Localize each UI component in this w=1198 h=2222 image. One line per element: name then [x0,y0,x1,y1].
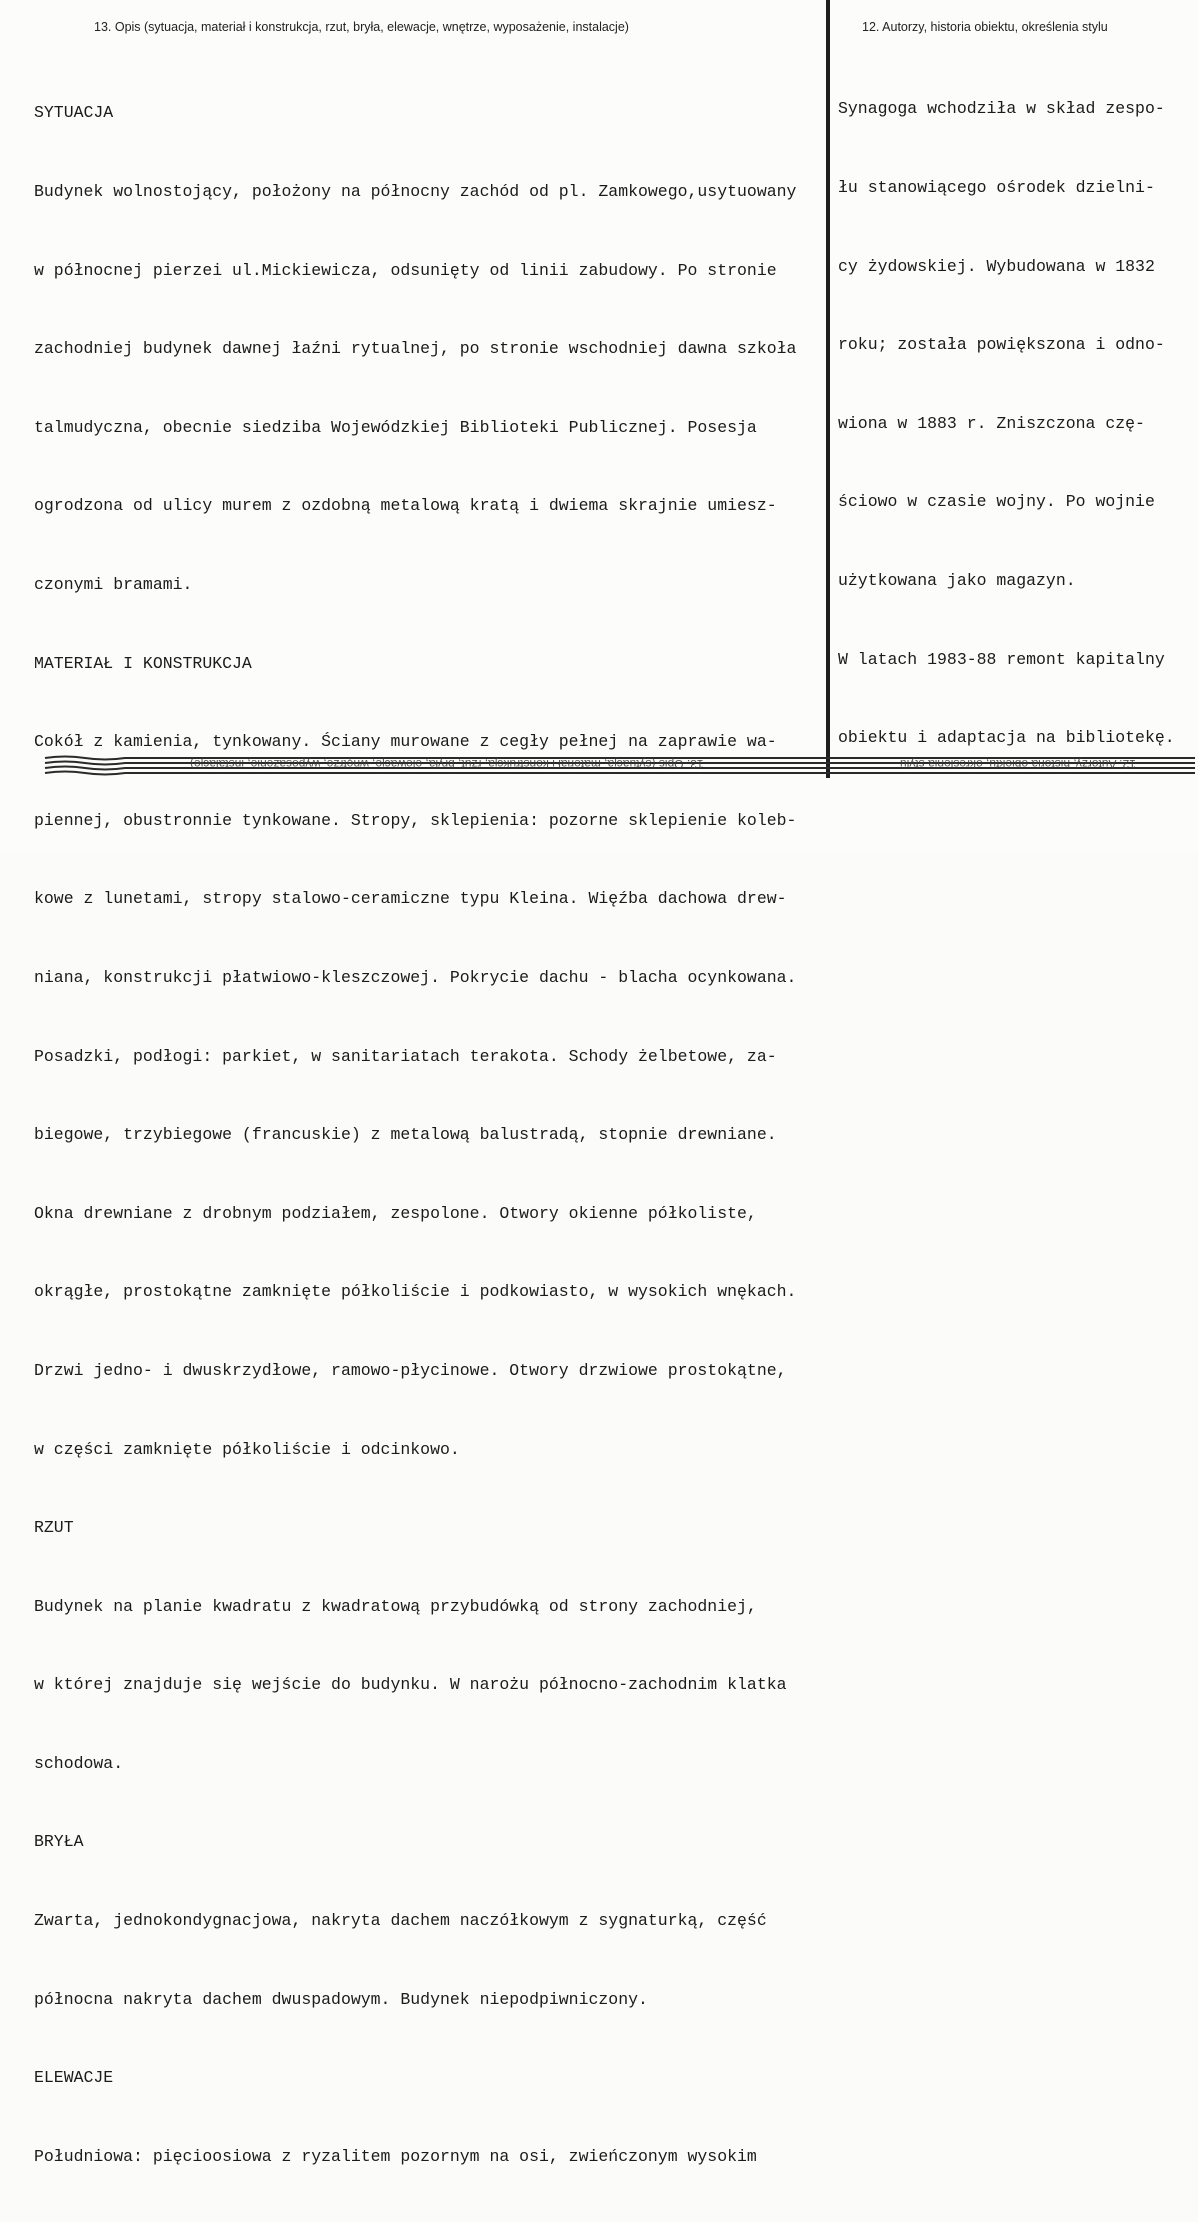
text-line: kowe z lunetami, stropy stalowo-ceramiczne typu Kleina. Więźba dachowa drew- [34,889,787,909]
text-line: wiona w 1883 r. Zniszczona czę- [838,413,1145,433]
text-line: czonymi bramami. [34,574,193,594]
text-line: BRYŁA [34,1832,84,1852]
text-line: Okna drewniane z drobnym podziałem, zespolone. Otwory okienne półkoliste, [34,1203,757,1223]
text-line: cy żydowskiej. Wybudowana w 1832 [838,256,1155,276]
text-line: obiektu i adaptacja na bibliotekę. [838,728,1175,748]
text-line: SYTUACJA [34,103,114,123]
text-line: Południowa: pięcioosiowa z ryzalitem pozornym na osi, zwieńczonym wysokim [34,2146,757,2166]
text-line: W latach 1983-88 remont kapitalny [838,649,1165,669]
history-column-header: 12. Autorzy, historia obiektu, określenia stylu [862,20,1108,34]
text-line: północna nakryta dachem dwuspadowym. Budynek niepodpiwniczony. [34,1989,648,2009]
text-line: RZUT [34,1518,74,1538]
text-line: piennej, obustronnie tynkowane. Stropy, sklepienia: pozorne sklepienie koleb- [34,810,797,830]
history-text [838,44,1175,804]
text-line: w części zamknięte półkoliście i odcinkowo. [34,1439,460,1459]
text-line: Drzwi jedno- i dwuskrzydłowe, ramowo-płycinowe. Otwory drzwiowe prostokątne, [34,1360,787,1380]
column-divider [826,0,830,778]
text-line: biegowe, trzybiegowe (francuskie) z metalową balustradą, stopnie drewniane. [34,1125,777,1145]
mirrored-left-header: 13. Opis (sytuacja, materiał i konstrukcja, rzut, bryła, elewacje, wnętrze, wyposażenie, instalacje) [190,757,704,771]
text-line: MATERIAŁ I KONSTRUKCJA [34,653,252,673]
text-line: łu stanowiącego ośrodek dzielni- [838,178,1155,197]
text-line: Zwarta, jednokondygnacjowa, nakryta dachem naczółkowym z sygnaturką, część [34,1911,767,1931]
text-line: zachodniej budynek dawnej łaźni rytualnej, po stronie wschodniej dawna szkoła [34,339,797,359]
text-line: ściowo w czasie wojny. Po wojnie [838,492,1155,512]
text-line: niana, konstrukcji płatwiowo-kleszczowej. Pokrycie dachu - blacha ocynkowana. [34,967,797,987]
text-line: ELEWACJE [34,2068,114,2088]
text-line: Synagoga wchodziła w skład zespo- [838,99,1165,119]
text-line: schodowa. [34,1753,124,1773]
text-line: w której znajduje się wejście do budynku. W narożu północno-zachodnim klatka [34,1675,787,1695]
text-line: okrągłe, prostokątne zamknięte półkoliście i podkowiasto, w wysokich wnękach. [34,1282,797,1302]
text-line: talmudyczna, obecnie siedziba Wojewódzkiej Biblioteki Publicznej. Posesja [34,417,757,437]
description-column-header: 13. Opis (sytuacja, materiał i konstrukcja, rzut, bryła, elewacje, wnętrze, wyposażenie, instalacje) [94,20,629,34]
text-line: Cokół z kamienia, tynkowany. Ściany murowane z cegły pełnej na zaprawie wa- [34,732,777,752]
text-line: użytkowana jako magazyn. [838,570,1076,590]
description-text [34,48,796,2222]
text-line: ogrodzona od ulicy murem z ozdobną metalową kratą i dwiema skrajnie umiesz- [34,496,777,516]
text-line: w północnej pierzei ul.Mickiewicza, odsunięty od linii zabudowy. Po stronie [34,260,777,280]
text-line: Budynek wolnostojący, położony na północny zachód od pl. Zamkowego,usytuowany [34,182,797,201]
mirrored-right-header: 12. Autorzy, historia obiektu, określenia stylu [900,757,1136,771]
text-line: Budynek na planie kwadratu z kwadratową przybudówką od strony zachodniej, [34,1596,757,1616]
text-line: Posadzki, podłogi: parkiet, w sanitariatach terakota. Schody żelbetowe, za- [34,1046,777,1066]
text-line: roku; została powiększona i odno- [838,335,1165,355]
